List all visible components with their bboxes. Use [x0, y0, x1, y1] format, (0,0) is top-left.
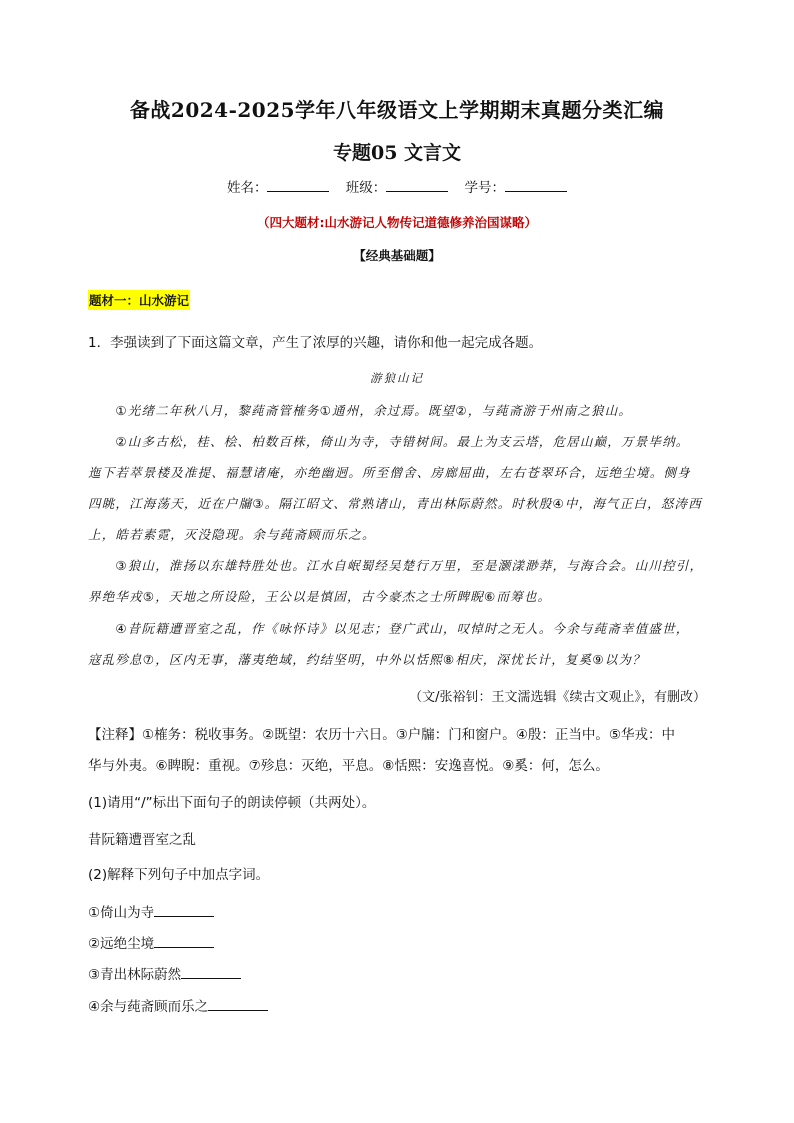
notes-line: 【注释】①榷务：税收事务。②既望：农历十六日。③户牖：门和窗户。④殷：正当中。⑤华戎：中	[88, 727, 676, 743]
name-blank[interactable]	[267, 179, 329, 192]
sub-item	[88, 932, 214, 952]
passage-line: 迤下若萃景楼及准提、福慧诸庵，亦绝幽迥。所至僧舍、房廊屈曲，左右苍翠环合，远绝尘境。侧身	[88, 465, 691, 480]
sub-item-text: ①倚山为寺	[88, 905, 155, 921]
document-subtitle: 专题05 文言文	[332, 142, 462, 164]
sub-item	[88, 901, 214, 921]
question-1-prompt: 1．李强读到了下面这篇文章，产生了浓厚的兴趣，请你和他一起完成各题。	[88, 335, 543, 351]
sub-item-text: ③青出林际蔚然	[88, 967, 182, 983]
section-label: 题材一：山水游记	[88, 290, 190, 310]
passage-line: 寇乱殄息⑦，区内无事，藩夷绝域，约结坚明，中外以恬熙⑧相庆，深忧长计，复奚⑨以为？	[88, 652, 646, 667]
class-label: 班级：	[345, 180, 387, 196]
class-blank[interactable]	[386, 179, 448, 192]
answer-blank[interactable]	[208, 997, 268, 1011]
passage-line: 四眺，江海荡天，近在户牖③。隔江昭文、常熟诸山，青出林际蔚然。时秋殷④中，海气正白，怒涛西	[88, 496, 702, 511]
id-blank[interactable]	[505, 179, 567, 192]
section-tag: 【经典基础题】	[353, 248, 441, 263]
name-label: 姓名：	[226, 180, 268, 196]
passage-source: （文/张裕钊：王文濡选辑《续古文观止》，有删改）	[409, 690, 706, 705]
passage-line: 上，皓若素霓，灭没隐现。余与莼斋顾而乐之。	[88, 527, 376, 542]
sub-item	[88, 963, 241, 983]
sub-question-1-sentence: 昔阮籍遭晋室之乱	[88, 832, 196, 848]
sub-item	[88, 995, 268, 1015]
passage-line: 界绝华戎⑤，天地之所设险，王公以是慎固，古今豪杰之士所睥睨⑥而筹也。	[88, 589, 552, 604]
sub-question-1-prompt: (1)请用“/”标出下面句子的朗读停顿（共两处）。	[88, 795, 376, 811]
answer-blank[interactable]	[181, 965, 241, 979]
answer-blank[interactable]	[154, 934, 214, 948]
sub-question-2-prompt: (2)解释下列句子中加点字词。	[88, 867, 270, 883]
student-info-row	[0, 176, 794, 196]
sub-item-text: ②远绝尘境	[88, 936, 155, 952]
passage-line: ②山多古松，桂、桧、柏数百株，倚山为寺，寺错树间。最上为支云塔，危居山巅，万景毕纳。	[88, 434, 690, 449]
notes-line: 华与外夷。⑥睥睨：重视。⑦殄息：灭绝，平息。⑧恬熙：安逸喜悦。⑨奚：何，怎么。	[88, 758, 609, 774]
sub-item-text: ④余与莼斋顾而乐之	[88, 999, 209, 1015]
passage-line: ①光绪二年秋八月，黎莼斋管榷务①通州，余过焉。既望②，与莼斋游于州南之狼山。	[88, 403, 633, 418]
passage-line: ④昔阮籍遭晋室之乱，作《咏怀诗》以见志；登广武山，叹悼时之无人。今余与莼斋幸值盛世，	[88, 621, 690, 636]
topics-subheading: （四大题材:山水游记人物传记道德修养治国谋略）	[257, 215, 537, 230]
passage-line: ③狼山，淮扬以东雄特胜处也。江水自岷蜀经吴楚行万里，至是灏漾渺莽，与海合会。山川控引，	[88, 558, 704, 573]
document-title: 备战2024-2025学年八年级语文上学期期末真题分类汇编	[129, 98, 665, 122]
id-label: 学号：	[464, 180, 506, 196]
answer-blank[interactable]	[154, 903, 214, 917]
passage-title: 游狼山记	[370, 371, 424, 385]
